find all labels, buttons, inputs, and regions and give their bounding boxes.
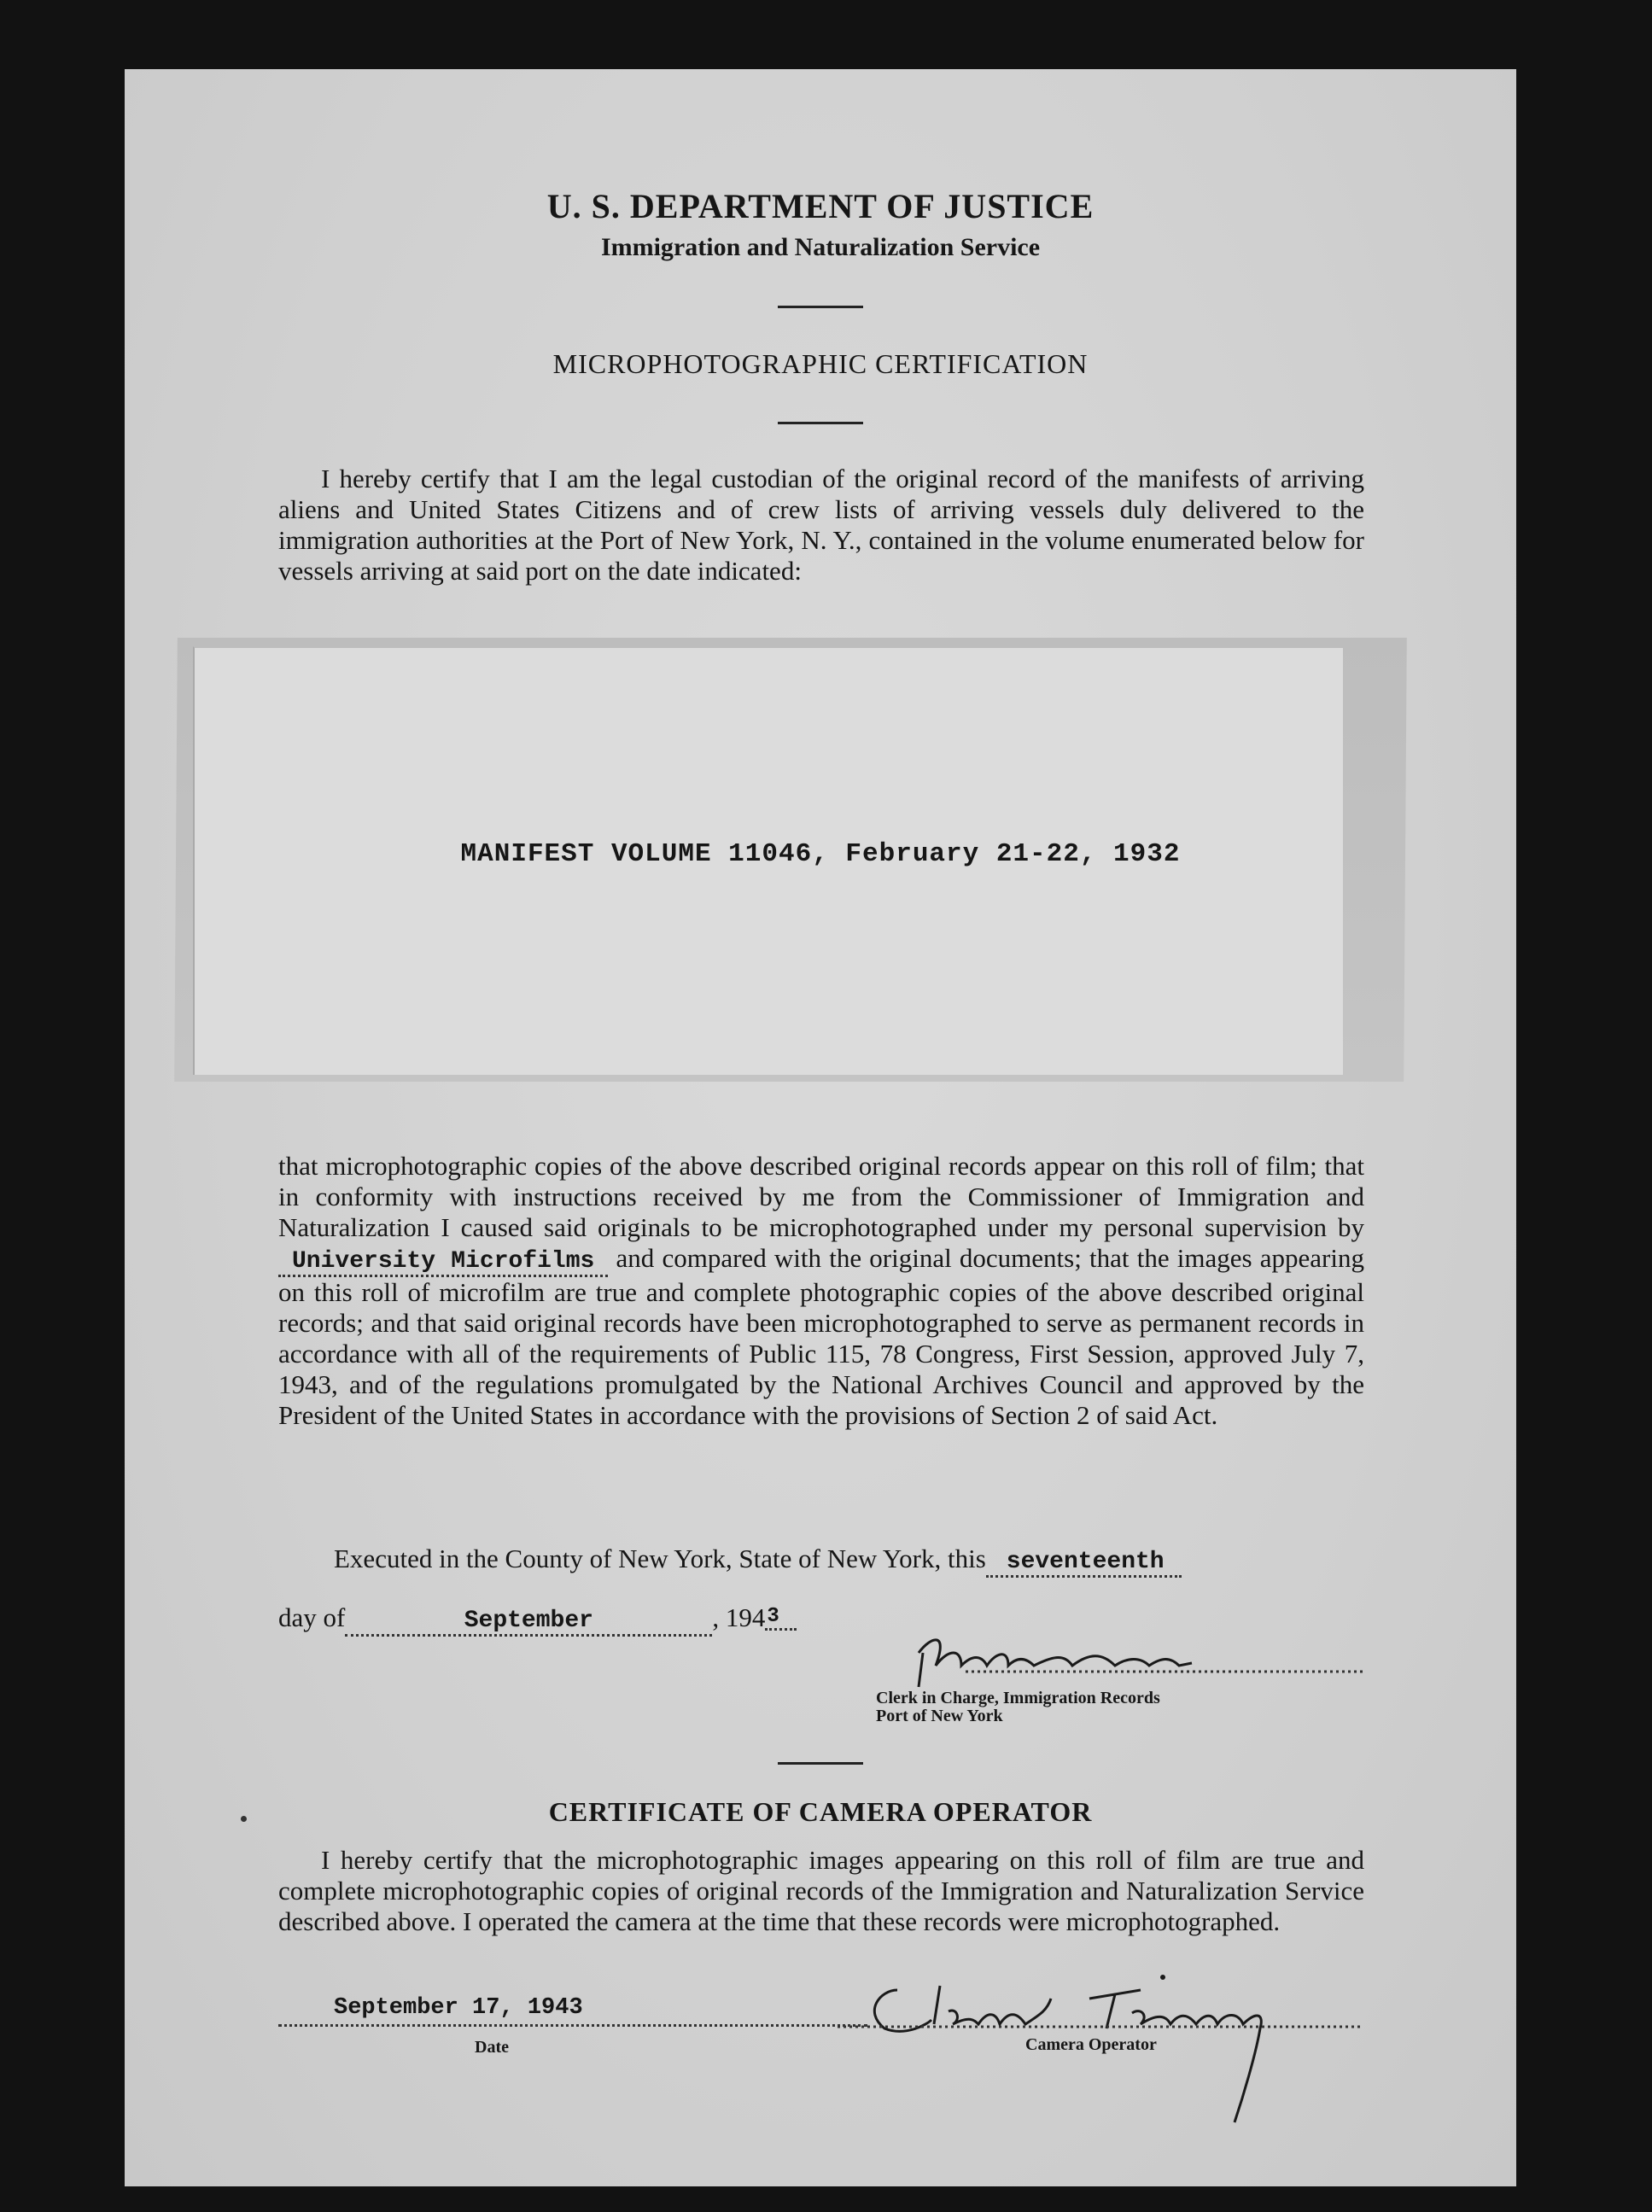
certification-title: MICROPHOTOGRAPHIC CERTIFICATION: [552, 348, 1089, 379]
microfilm-company: University Microfilms: [278, 1248, 608, 1277]
execution-date-line: [278, 1602, 797, 1637]
operator-date-value: September 17, 1943: [334, 1995, 583, 2021]
custodian-statement: I hereby certify that I am the legal custodian of the original record of the manifests of arriving aliens and United States Citizens and of crew lists of arriving vessels duly delivered to the immigration authorities at the Port of New York, N. Y., contained in the volume enumerated below for vessels arriving at said port on the date indicated:: [278, 464, 1364, 586]
camera-operator-statement: I hereby certify that the microphotographic images appearing on this roll of film are true and complete microphotographic copies of original records of the Immigration and Naturalization Service described above. I operated the camera at the time that these records were microphotographed.: [278, 1845, 1364, 1936]
statement-part-two: and compared with the original documents; that the images appearing on this roll of microfilm are true and complete photographic copies of the above described original records; and that said original records have been microphotographed to serve as permanent records in accordance with all of the requirements of Public 115, 78 Congress, First Session, approved July 7, 1943, and of the regulations promulgated by the National Archives Council and approved by the President of the United States in accordance with the provisions of Section 2 of said Act.: [278, 1243, 1364, 1430]
divider-top: [778, 306, 863, 308]
clerk-signature: [833, 1619, 1380, 1695]
divider-camera: [778, 1762, 863, 1765]
execution-line: [334, 1544, 1182, 1575]
execution-day: seventeenth: [986, 1549, 1182, 1578]
clerk-caption-port: Port of New York: [876, 1707, 1003, 1725]
day-of-label: day of: [278, 1602, 346, 1632]
divider-second: [778, 422, 863, 424]
service-subheading: Immigration and Naturalization Service: [600, 233, 1041, 261]
date-caption: Date: [475, 2038, 509, 2057]
operator-caption: Camera Operator: [1025, 2035, 1157, 2054]
year-digit: 3: [765, 1605, 796, 1631]
certificate-page: [125, 69, 1516, 2186]
execution-month: September: [345, 1608, 712, 1637]
year-prefix: , 194: [712, 1602, 766, 1632]
clerk-caption-title: Clerk in Charge, Immigration Records: [876, 1689, 1160, 1707]
date-line: [278, 2024, 867, 2027]
camera-operator-heading: CERTIFICATE OF CAMERA OPERATOR: [548, 1796, 1093, 1827]
execution-prefix: Executed in the County of New York, State of New York, this: [334, 1544, 986, 1573]
department-heading: U. S. DEPARTMENT OF JUSTICE: [546, 187, 1095, 225]
statement-part-one: that microphotographic copies of the above described original records appear on this roll of film; that in conformity with instructions received by me from the Commissioner of Immigration and Naturalization I caused said originals to be microphotographed under my personal supervision by: [278, 1151, 1364, 1242]
microphotographic-statement: [278, 1151, 1364, 1431]
camera-operator-signature: [833, 1960, 1380, 2157]
manifest-volume-text: MANIFEST VOLUME 11046, February 21-22, 1932: [460, 839, 1181, 869]
